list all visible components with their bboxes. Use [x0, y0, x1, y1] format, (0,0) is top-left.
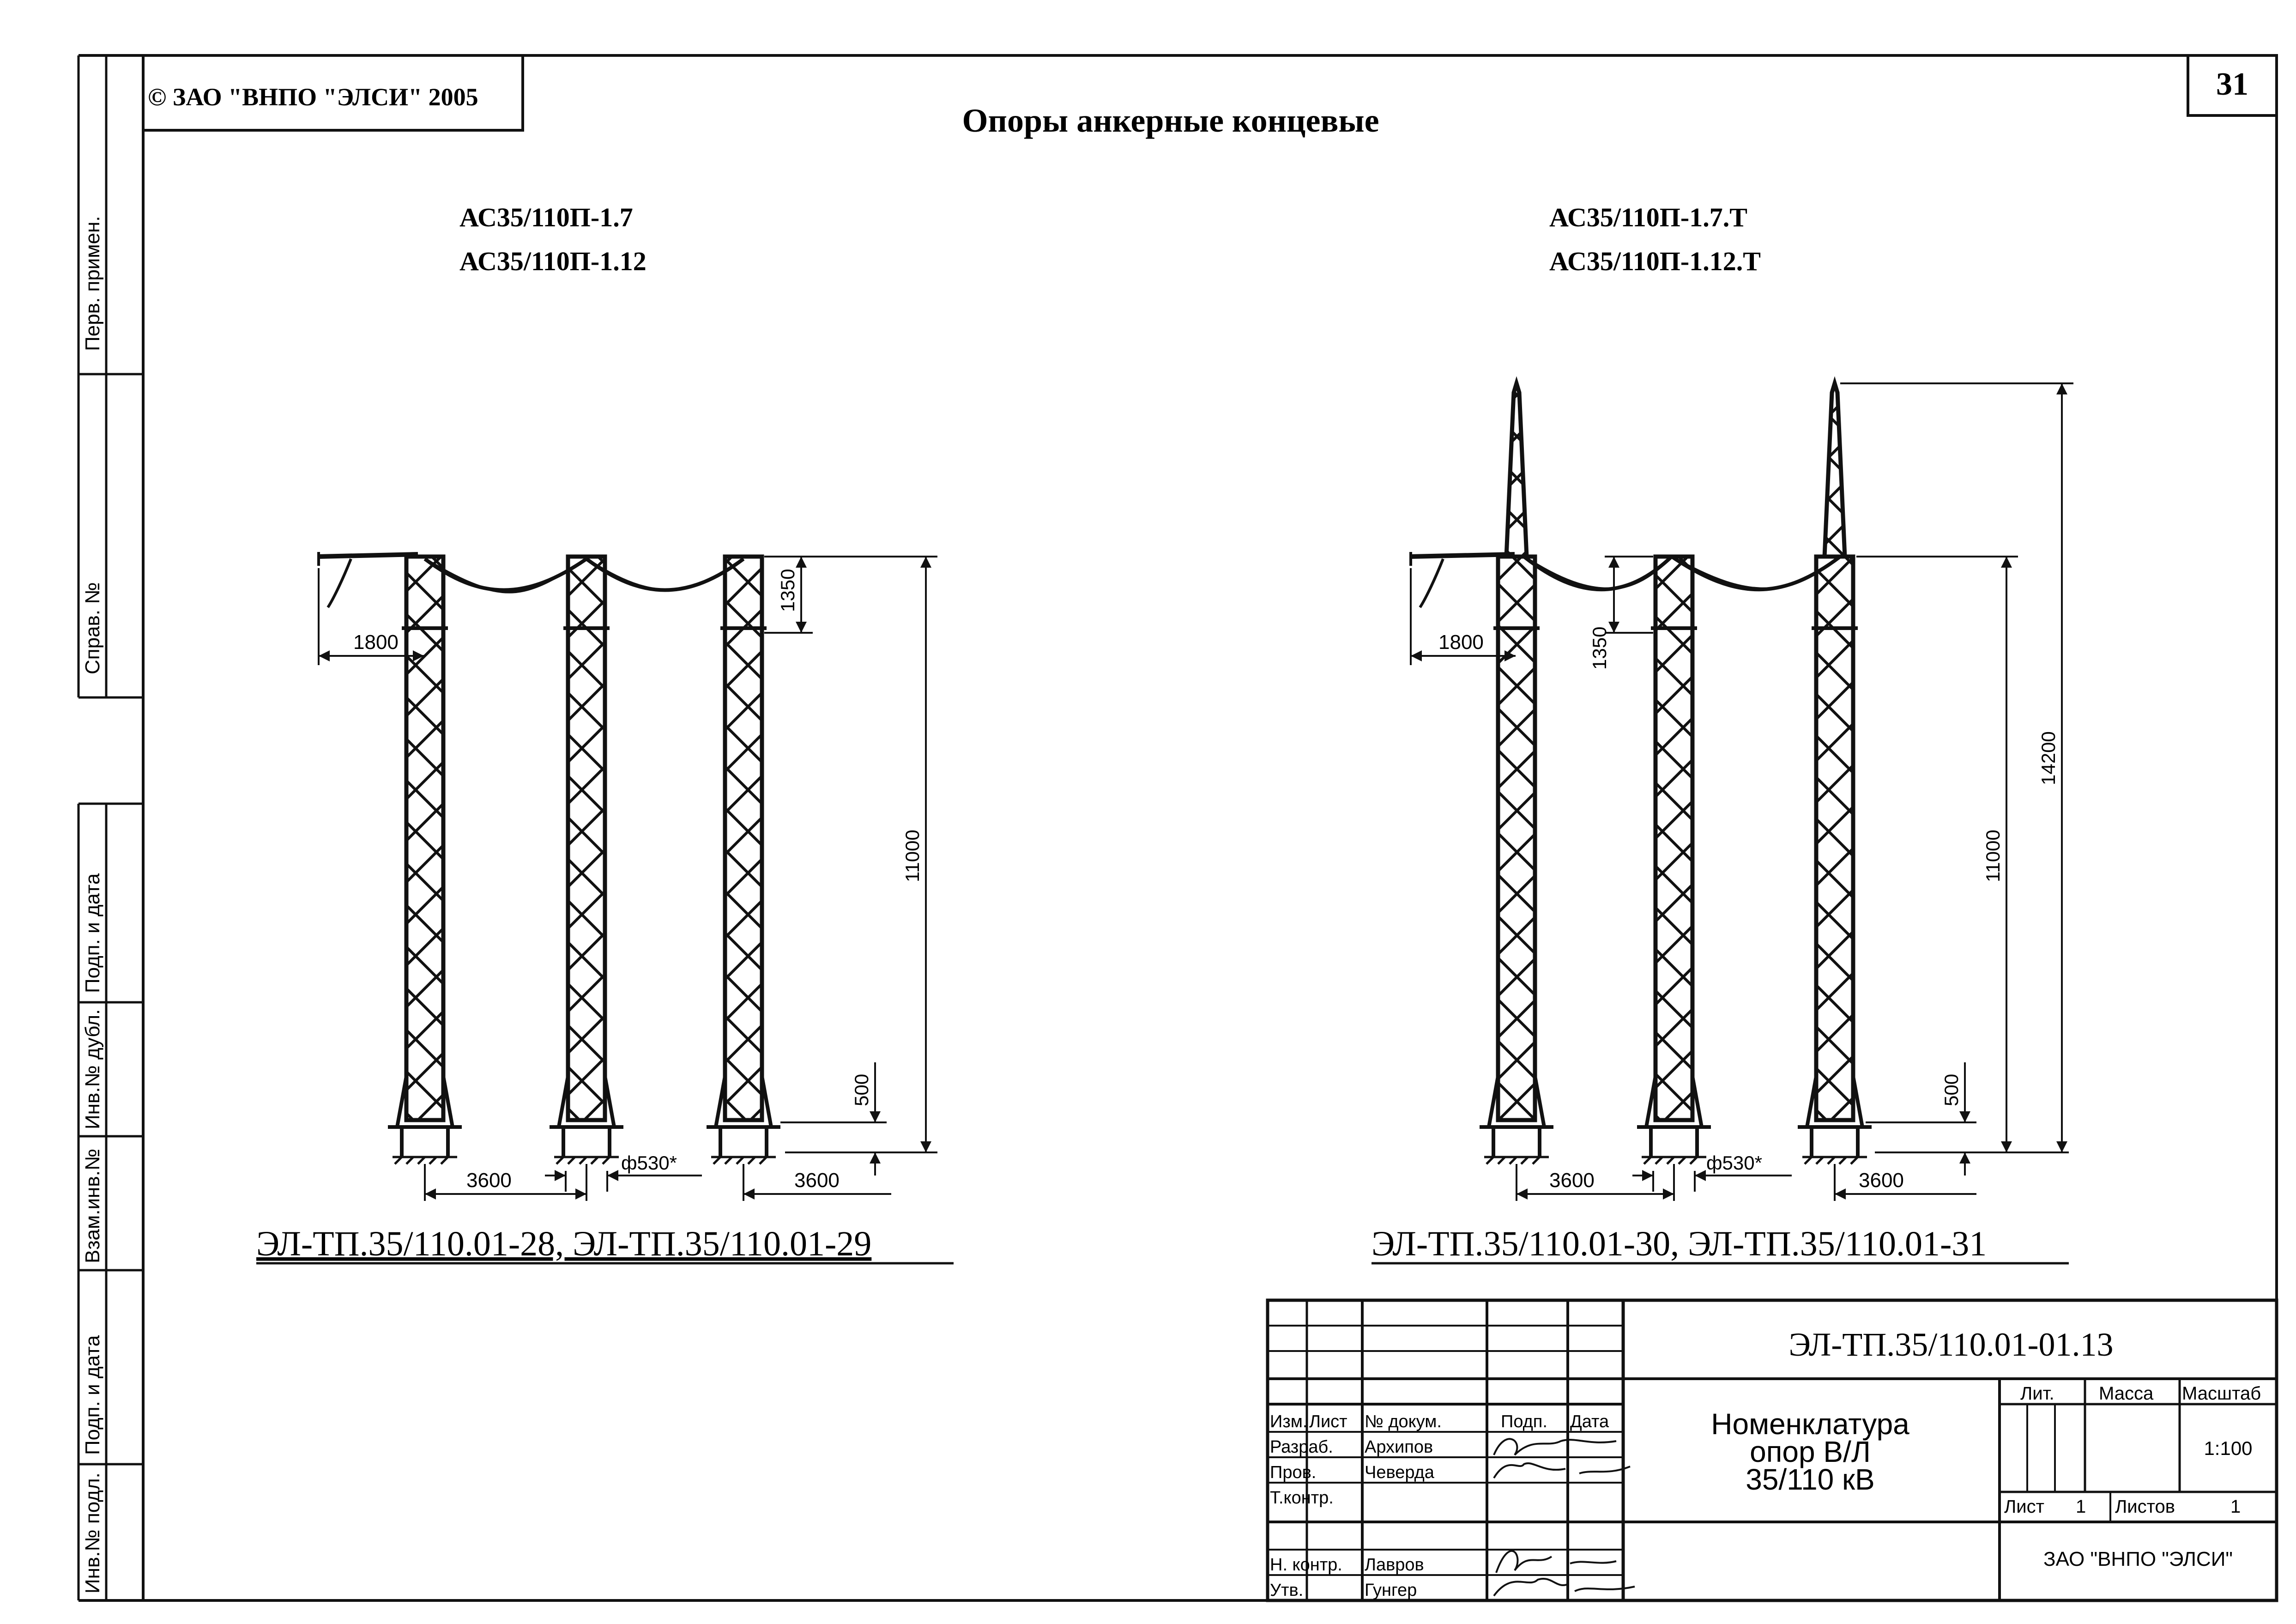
- dim-top-offset: 1350: [1589, 626, 1610, 670]
- dim-span-right: 3600: [794, 1169, 840, 1192]
- copyright: © ЗАО "ВНПО "ЭЛСИ" 2005: [148, 83, 478, 111]
- scale-label: Масштаб: [2182, 1383, 2261, 1404]
- scale-value: 1:100: [2204, 1437, 2253, 1459]
- role-name: Чеверда: [1365, 1463, 1434, 1482]
- role-label: Утв.: [1270, 1581, 1304, 1600]
- conductor: [1524, 557, 1672, 589]
- left-code-2: АС35/110П-1.12: [459, 246, 647, 276]
- stamp-label: Подп. и дата: [81, 1335, 104, 1455]
- role-label: Т.контр.: [1270, 1488, 1334, 1508]
- role-name: Гунгер: [1365, 1581, 1417, 1600]
- header-list: Лист: [1309, 1412, 1347, 1431]
- company: ЗАО "ВНПО "ЭЛСИ": [2043, 1548, 2233, 1570]
- right-code-2: АС35/110П-1.12.Т: [1549, 246, 1761, 276]
- lattice-pole: [550, 557, 623, 1164]
- dim-height: 11000: [901, 830, 923, 882]
- doc-number: ЭЛ-ТП.35/110.01-01.13: [1788, 1326, 2114, 1363]
- title-block: [1268, 1300, 2277, 1600]
- header-izm: Изм.: [1270, 1412, 1308, 1431]
- stamp-label: Взам.инв.№: [81, 1148, 104, 1263]
- dim-base: 500: [1940, 1073, 1962, 1106]
- dim-span-right: 3600: [1859, 1169, 1904, 1192]
- header-doc: № докум.: [1365, 1412, 1442, 1431]
- stamp-label: Справ. №: [81, 582, 104, 674]
- sheet-value: 1: [2076, 1497, 2086, 1517]
- dim-diameter: ф530*: [621, 1152, 677, 1174]
- dim-span-left: 3600: [466, 1169, 512, 1192]
- right-code-1: АС35/110П-1.7.Т: [1549, 202, 1747, 232]
- jumper: [328, 559, 351, 607]
- right-group-drawing: [1411, 383, 2073, 1201]
- page-number: 31: [2216, 67, 2248, 102]
- dim-diameter: ф530*: [1706, 1152, 1762, 1174]
- doc-name-line: Номенклатура: [1711, 1407, 1909, 1441]
- role-label: Н. контр.: [1270, 1555, 1342, 1575]
- dim-arm: 1800: [353, 631, 399, 654]
- left-caption: ЭЛ-ТП.35/110.01-28, ЭЛ-ТП.35/110.01-29: [256, 1224, 872, 1263]
- signature: [1496, 1551, 1616, 1573]
- lattice-pole: [1637, 557, 1711, 1164]
- stamp-label: Инв.№ дубл.: [81, 1009, 104, 1129]
- lattice-pole-with-peak: [1798, 383, 1872, 1164]
- signature: [1494, 1579, 1635, 1596]
- dim-top-offset: 1350: [777, 569, 798, 612]
- conductor: [586, 559, 743, 590]
- dim-height: 11000: [1982, 830, 2004, 882]
- crossarm: [319, 554, 418, 557]
- page-title: Опоры анкерные концевые: [962, 102, 1379, 139]
- role-name: Лавров: [1365, 1555, 1424, 1575]
- doc-name-line: опор В/Л: [1750, 1435, 1871, 1468]
- header-date: Дата: [1570, 1412, 1609, 1431]
- lattice-pole: [707, 557, 780, 1164]
- side-stamp: [79, 55, 143, 1600]
- signature: [1494, 1439, 1616, 1455]
- stamp-label: Подп. и дата: [81, 873, 104, 993]
- sheet-label: Лист: [2004, 1497, 2044, 1517]
- mass-label: Масса: [2099, 1383, 2154, 1404]
- dim-base: 500: [851, 1073, 872, 1106]
- stamp-label: Инв.№ подл.: [81, 1473, 104, 1594]
- doc-name-line: 35/110 кВ: [1746, 1463, 1875, 1496]
- lattice-pole: [388, 557, 462, 1164]
- left-code-1: АС35/110П-1.7: [459, 202, 633, 232]
- sheets-label: Листов: [2115, 1497, 2175, 1517]
- left-group-drawing: [319, 552, 937, 1201]
- lit-label: Лит.: [2020, 1383, 2054, 1404]
- signature: [1494, 1463, 1630, 1478]
- role-label: Пров.: [1270, 1463, 1317, 1482]
- sheets-value: 1: [2230, 1497, 2241, 1517]
- stamp-label: Перв. примен.: [81, 216, 104, 351]
- right-caption: ЭЛ-ТП.35/110.01-30, ЭЛ-ТП.35/110.01-31: [1372, 1224, 1987, 1263]
- dim-arm: 1800: [1438, 631, 1484, 654]
- dim-span-left: 3600: [1549, 1169, 1595, 1192]
- role-label: Разраб.: [1270, 1437, 1333, 1457]
- dim-total-height: 14200: [2037, 731, 2059, 785]
- lattice-pole-with-peak: [1480, 383, 1553, 1164]
- role-name: Архипов: [1365, 1437, 1433, 1457]
- jumper: [1420, 559, 1443, 607]
- header-sign: Подп.: [1501, 1412, 1547, 1431]
